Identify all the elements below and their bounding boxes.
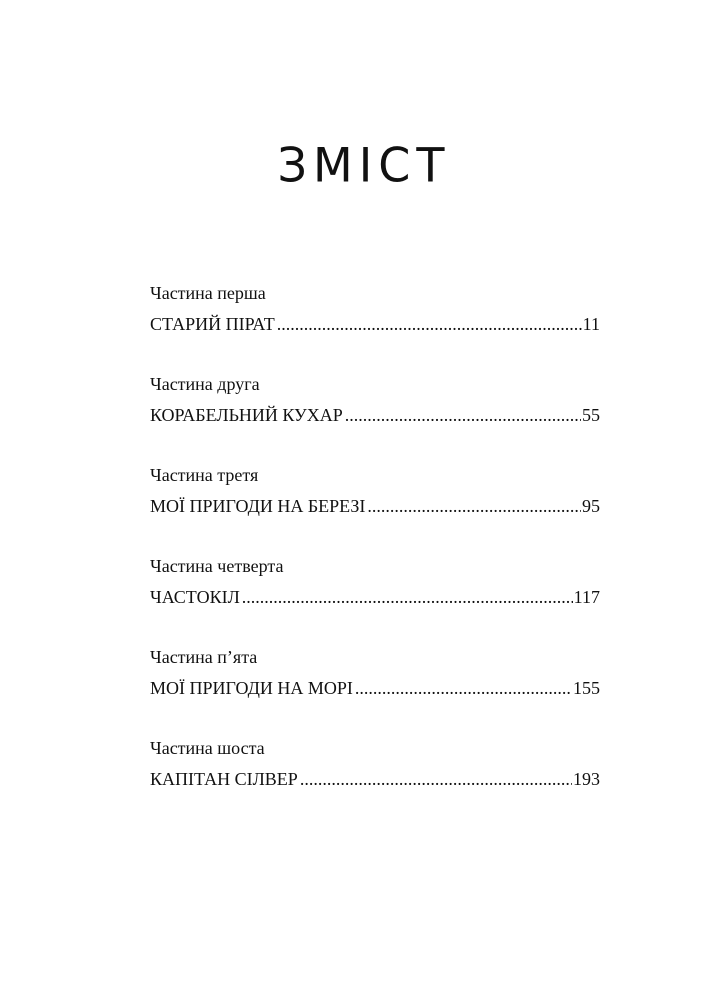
toc-entry — [150, 460, 600, 551]
page-title: ЗМІСТ — [277, 137, 451, 193]
page-number: 155 — [573, 678, 600, 698]
chapter-title: КАПІТАН СІЛВЕР — [150, 769, 298, 789]
page-number: 55 — [582, 405, 600, 425]
part-label: Частина друга — [150, 374, 260, 394]
toc-entry — [150, 642, 600, 733]
dot-leader — [277, 309, 582, 339]
chapter-title: СТАРИЙ ПІРАТ — [150, 314, 275, 334]
table-of-contents — [150, 278, 600, 824]
page-number: 95 — [582, 496, 600, 516]
toc-entry — [150, 369, 600, 460]
chapter-title: КОРАБЕЛЬНИЙ КУХАР — [150, 405, 343, 425]
part-label: Частина п’ята — [150, 647, 258, 667]
part-label: Частина третя — [150, 465, 259, 485]
toc-entry — [150, 733, 600, 824]
toc-line — [150, 400, 600, 430]
toc-line — [150, 582, 600, 612]
page-number: 117 — [573, 587, 600, 607]
part-label: Частина четверта — [150, 556, 284, 576]
part-label: Частина перша — [150, 283, 266, 303]
part-label: Частина шоста — [150, 738, 265, 758]
toc-line — [150, 309, 600, 339]
chapter-title: МОЇ ПРИГОДИ НА БЕРЕЗІ — [150, 496, 366, 516]
dot-leader — [242, 582, 573, 612]
toc-line — [150, 491, 600, 521]
toc-entry — [150, 551, 600, 642]
toc-line — [150, 673, 600, 703]
dot-leader — [355, 673, 572, 703]
page-number: 11 — [582, 314, 600, 334]
toc-line — [150, 764, 600, 794]
toc-entry — [150, 278, 600, 369]
dot-leader — [300, 764, 572, 794]
page-number: 193 — [573, 769, 600, 789]
dot-leader — [345, 400, 581, 430]
dot-leader — [367, 491, 581, 521]
chapter-title: МОЇ ПРИГОДИ НА МОРІ — [150, 678, 353, 698]
chapter-title: ЧАСТОКІЛ — [150, 587, 240, 607]
